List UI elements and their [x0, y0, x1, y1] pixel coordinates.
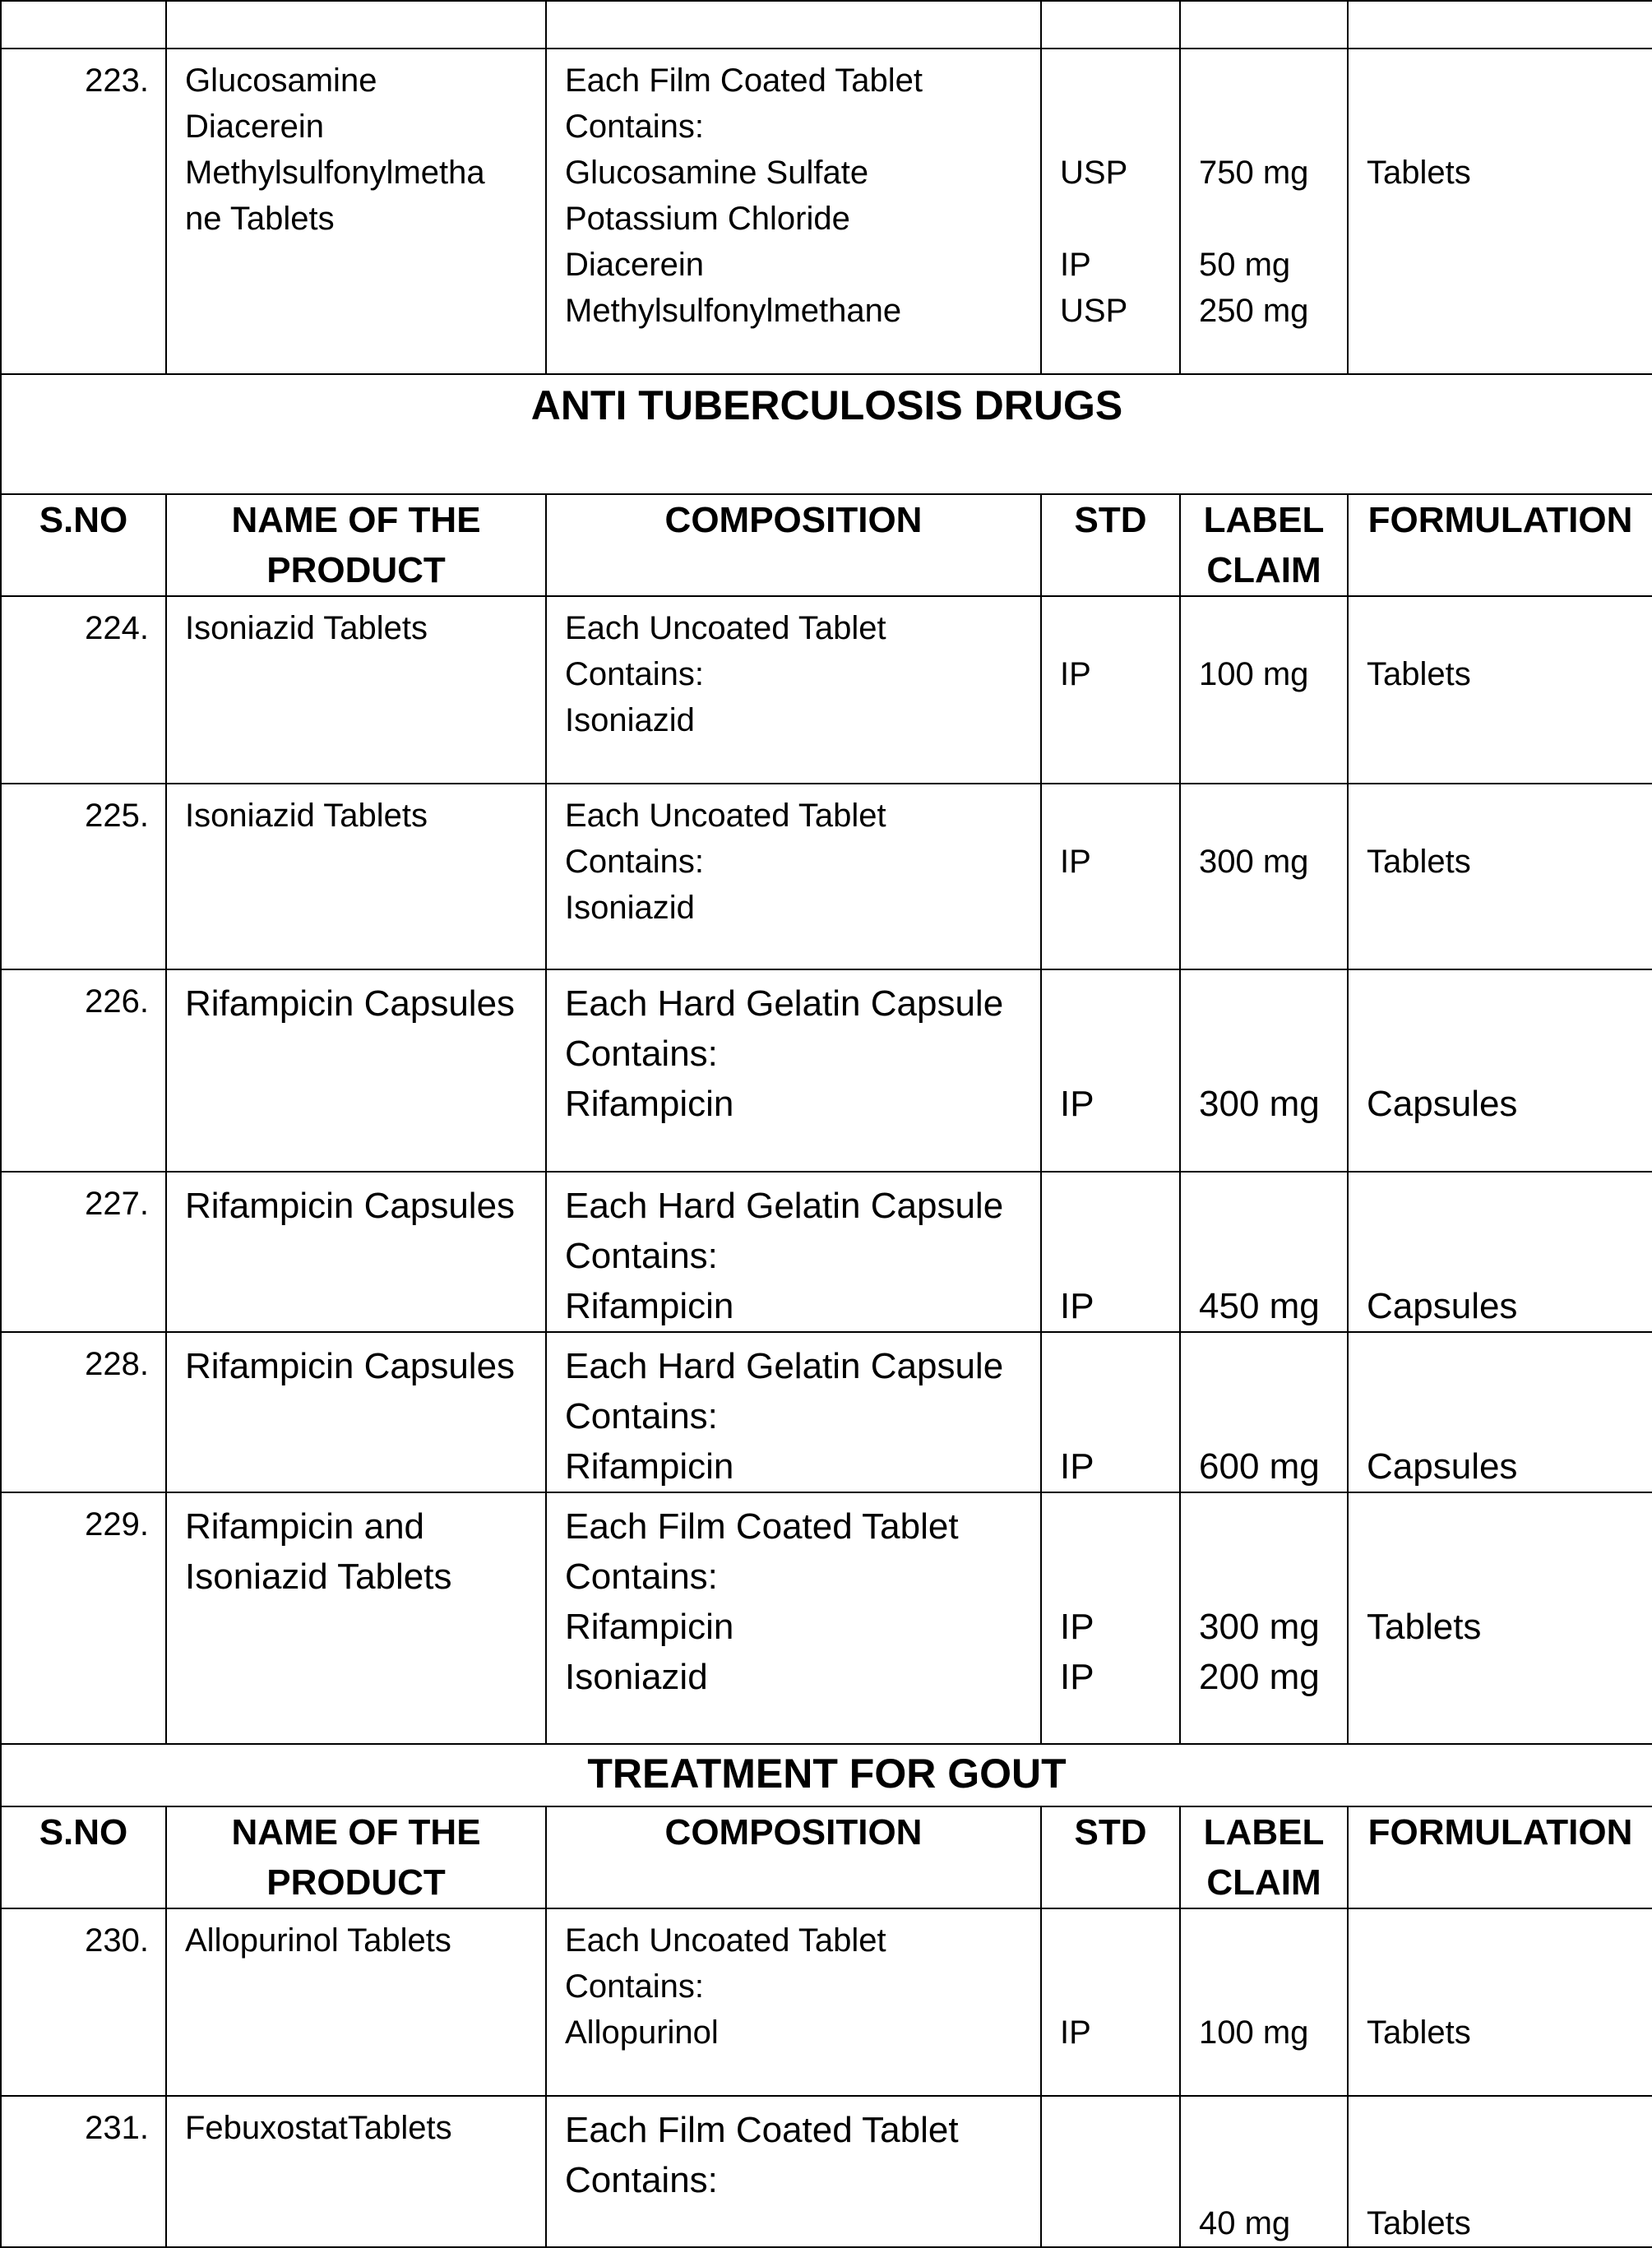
composition-line: Each Film Coated Tablet — [565, 62, 923, 99]
header-label-claim: LABEL — [1203, 1812, 1325, 1853]
header-std: STD — [1074, 500, 1147, 540]
table-row — [1, 1908, 1652, 2096]
product-name: Isoniazid Tablets — [185, 798, 428, 834]
formulation: Capsules — [1367, 1446, 1518, 1487]
row-number: 226. — [85, 983, 149, 1020]
section-row — [1, 374, 1652, 494]
composition-line: Contains: — [565, 1034, 718, 1074]
formulation: Capsules — [1367, 1286, 1518, 1326]
label-claim: 750 mg — [1199, 155, 1309, 191]
header-name: NAME OF THE — [231, 500, 481, 540]
table-row — [1, 2096, 1652, 2247]
formulation: Tablets — [1367, 844, 1471, 880]
std-value: IP — [1060, 844, 1091, 880]
composition-line: Contains: — [565, 109, 704, 145]
std-value: IP — [1060, 1286, 1094, 1326]
std-value: IP — [1060, 247, 1091, 283]
label-claim: 300 mg — [1199, 1084, 1320, 1124]
composition-line: Each Uncoated Tablet — [565, 1922, 886, 1959]
label-claim: 100 mg — [1199, 656, 1309, 692]
header-row — [1, 494, 1652, 596]
section-title: ANTI TUBERCULOSIS DRUGS — [530, 382, 1123, 428]
header-formulation: FORMULATION — [1367, 1812, 1633, 1853]
product-name: Isoniazid Tablets — [185, 610, 428, 646]
label-claim: 300 mg — [1199, 1607, 1320, 1647]
product-name: Methylsulfonylmetha — [185, 155, 485, 191]
header-formulation: FORMULATION — [1367, 500, 1633, 540]
formulation: Tablets — [1367, 656, 1471, 692]
std-value: USP — [1060, 155, 1128, 191]
product-name: Glucosamine — [185, 62, 377, 99]
product-name: Diacerein — [185, 109, 324, 145]
label-claim: 200 mg — [1199, 1657, 1320, 1697]
header-name: NAME OF THE — [231, 1812, 481, 1853]
section-row — [1, 1744, 1652, 1806]
row-number: 229. — [85, 1506, 149, 1543]
product-name: Rifampicin Capsules — [185, 1186, 516, 1226]
composition-line: Contains: — [565, 1236, 718, 1276]
composition-line: Isoniazid — [565, 890, 695, 926]
header-sno: S.NO — [39, 1812, 128, 1853]
formulation: Capsules — [1367, 1084, 1518, 1124]
table-row — [1, 1492, 1652, 1744]
std-value: IP — [1060, 1084, 1094, 1124]
composition-line: Potassium Chloride — [565, 201, 850, 237]
header-row — [1, 1806, 1652, 1908]
label-claim: 250 mg — [1199, 293, 1309, 329]
row-number: 227. — [85, 1186, 149, 1222]
composition-line: Rifampicin — [565, 1607, 734, 1647]
composition-line: Rifampicin — [565, 1084, 734, 1124]
composition-line: Each Hard Gelatin Capsule — [565, 1346, 1004, 1386]
formulation: Tablets — [1367, 155, 1471, 191]
composition-line: Contains: — [565, 844, 704, 880]
product-name: Rifampicin Capsules — [185, 1346, 516, 1386]
header-label-claim: CLAIM — [1206, 550, 1321, 590]
row-number: 224. — [85, 610, 149, 646]
product-name: Isoniazid Tablets — [185, 1556, 452, 1597]
std-value: IP — [1060, 1607, 1094, 1647]
label-claim: 100 mg — [1199, 2014, 1309, 2051]
formulation: Tablets — [1367, 2205, 1471, 2241]
composition-line: Each Hard Gelatin Capsule — [565, 1186, 1004, 1226]
std-value: USP — [1060, 293, 1128, 329]
section-title: TREATMENT FOR GOUT — [587, 1751, 1067, 1797]
header-std: STD — [1074, 1812, 1147, 1853]
header-name: PRODUCT — [266, 1862, 446, 1903]
composition-line: Contains: — [565, 2160, 718, 2200]
table-row — [1, 1172, 1652, 1332]
label-claim: 40 mg — [1199, 2205, 1291, 2241]
composition-line: Isoniazid — [565, 1657, 708, 1697]
header-name: PRODUCT — [266, 550, 446, 590]
std-value: IP — [1060, 656, 1091, 692]
composition-line: Allopurinol — [565, 2014, 719, 2051]
composition-line: Contains: — [565, 1396, 718, 1436]
label-claim: 450 mg — [1199, 1286, 1320, 1326]
header-composition: COMPOSITION — [664, 1812, 923, 1853]
header-composition: COMPOSITION — [664, 500, 923, 540]
header-label-claim: CLAIM — [1206, 1862, 1321, 1903]
table-row — [1, 1, 1652, 49]
formulation: Tablets — [1367, 2014, 1471, 2051]
composition-line: Rifampicin — [565, 1446, 734, 1487]
table-row — [1, 49, 1652, 374]
formulation: Tablets — [1367, 1607, 1482, 1647]
row-number: 231. — [85, 2110, 149, 2146]
std-value: IP — [1060, 1657, 1094, 1697]
composition-line: Rifampicin — [565, 1286, 734, 1326]
table-row — [1, 1332, 1652, 1492]
table-row — [1, 784, 1652, 969]
label-claim: 300 mg — [1199, 844, 1309, 880]
product-name: FebuxostatTablets — [185, 2110, 452, 2146]
composition-line: Contains: — [565, 656, 704, 692]
row-number: 225. — [85, 798, 149, 834]
row-number: 223. — [85, 62, 149, 99]
composition-line: Each Uncoated Tablet — [565, 798, 886, 834]
table-row — [1, 969, 1652, 1172]
std-value: IP — [1060, 1446, 1094, 1487]
product-name: ne Tablets — [185, 201, 335, 237]
composition-line: Glucosamine Sulfate — [565, 155, 869, 191]
header-label-claim: LABEL — [1203, 500, 1325, 540]
composition-line: Each Film Coated Tablet — [565, 1506, 959, 1547]
composition-line: Each Film Coated Tablet — [565, 2110, 959, 2150]
product-name: Rifampicin Capsules — [185, 983, 516, 1024]
row-number: 228. — [85, 1346, 149, 1382]
composition-line: Contains: — [565, 1968, 704, 2005]
composition-line: Diacerein — [565, 247, 704, 283]
label-claim: 50 mg — [1199, 247, 1291, 283]
composition-line: Isoniazid — [565, 702, 695, 738]
table-row — [1, 596, 1652, 784]
row-number: 230. — [85, 1922, 149, 1959]
label-claim: 600 mg — [1199, 1446, 1320, 1487]
composition-line: Each Uncoated Tablet — [565, 610, 886, 646]
product-name: Rifampicin and — [185, 1506, 425, 1547]
composition-line: Methylsulfonylmethane — [565, 293, 902, 329]
product-name: Allopurinol Tablets — [185, 1922, 451, 1959]
composition-line: Contains: — [565, 1556, 718, 1597]
std-value: IP — [1060, 2014, 1091, 2051]
header-sno: S.NO — [39, 500, 128, 540]
composition-line: Each Hard Gelatin Capsule — [565, 983, 1004, 1024]
